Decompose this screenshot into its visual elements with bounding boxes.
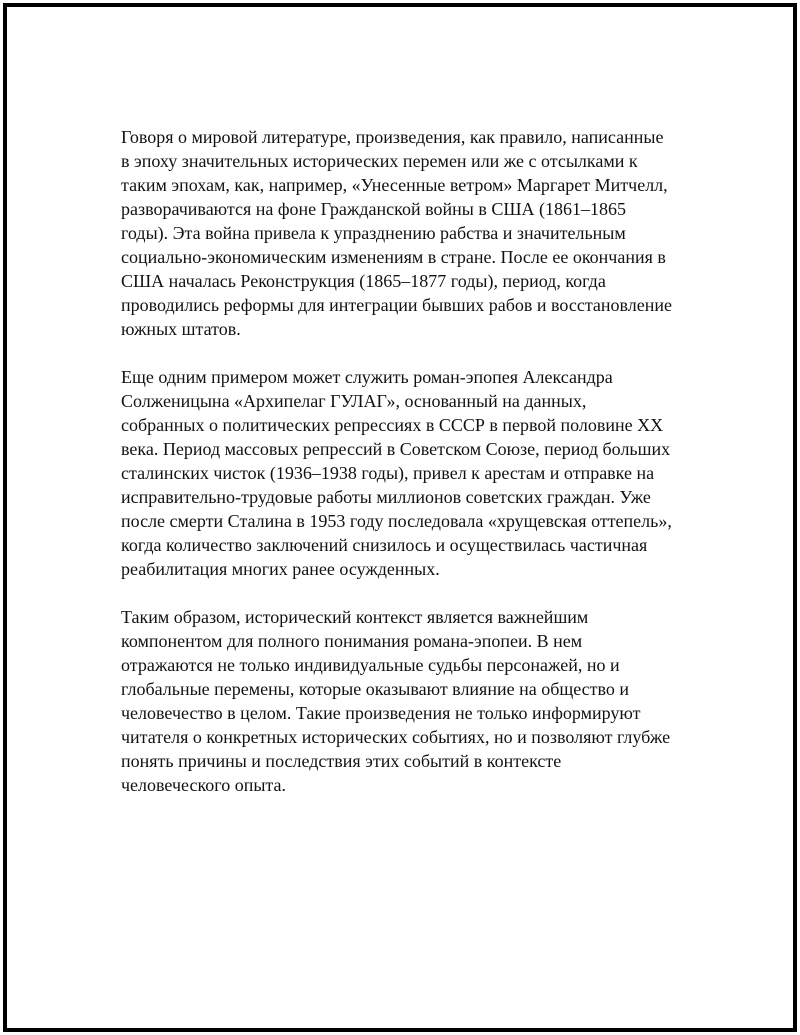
paragraph-3: [121, 605, 721, 797]
document-body: [121, 125, 721, 797]
paragraph-line: Говоря о мировой литературе, произведения, как правило, написанные: [121, 127, 664, 147]
paragraph-line: глобальные перемены, которые оказывают влияние на общество и: [121, 679, 630, 699]
paragraph-line: Солженицына «Архипелаг ГУЛАГ», основанный на данных,: [121, 391, 587, 411]
paragraph-line: реабилитация многих ранее осужденных.: [121, 559, 440, 579]
paragraph-line: годы). Эта война привела к упразднению рабства и значительным: [121, 223, 626, 243]
paragraph-line: понять причины и последствия этих событий в контексте: [121, 751, 562, 771]
paragraph-line: проводились реформы для интеграции бывших рабов и восстановление: [121, 295, 673, 315]
paragraph-line: Таким образом, исторический контекст является важнейшим: [121, 607, 589, 627]
page-frame: [3, 3, 797, 1032]
paragraph-line: читателя о конкретных исторических событиях, но и позволяют глубже: [121, 727, 671, 747]
paragraph-line: Еще одним примером может служить роман-эпопея Александра: [121, 367, 613, 387]
paragraph-line: сталинских чисток (1936–1938 годы), привел к арестам и отправке на: [121, 463, 655, 483]
paragraph-line: когда количество заключений снизилось и осуществилась частичная: [121, 535, 648, 555]
paragraph-line: собранных о политических репрессиях в СССР в первой половине XX: [121, 415, 664, 435]
paragraph-line: США началась Реконструкция (1865–1877 годы), период, когда: [121, 271, 606, 291]
paragraph-line: компонентом для полного понимания романа-эпопеи. В нем: [121, 631, 583, 651]
paragraph-line: века. Период массовых репрессий в Советском Союзе, период больших: [121, 439, 671, 459]
paragraph-line: человеческого опыта.: [121, 775, 287, 795]
paragraph-gap: [121, 341, 721, 365]
paragraph-line: исправительно-трудовые работы миллионов советских граждан. Уже: [121, 487, 651, 507]
paragraph-line: социально-экономическим изменениям в стране. После ее окончания в: [121, 247, 666, 267]
paragraph-2: [121, 365, 721, 581]
paragraph-1: [121, 125, 721, 341]
paragraph-line: южных штатов.: [121, 319, 241, 339]
paragraph-line: человечество в целом. Такие произведения не только информируют: [121, 703, 641, 723]
paragraph-line: в эпоху значительных исторических перемен или же с отсылками к: [121, 151, 638, 171]
paragraph-line: отражаются не только индивидуальные судьбы персонажей, но и: [121, 655, 620, 675]
paragraph-line: после смерти Сталина в 1953 году последовала «хрущевская оттепель»,: [121, 511, 672, 531]
paragraph-line: таким эпохам, как, например, «Унесенные ветром» Маргарет Митчелл,: [121, 175, 668, 195]
paragraph-line: разворачиваются на фоне Гражданской войны в США (1861–1865: [121, 199, 626, 219]
paragraph-gap: [121, 581, 721, 605]
